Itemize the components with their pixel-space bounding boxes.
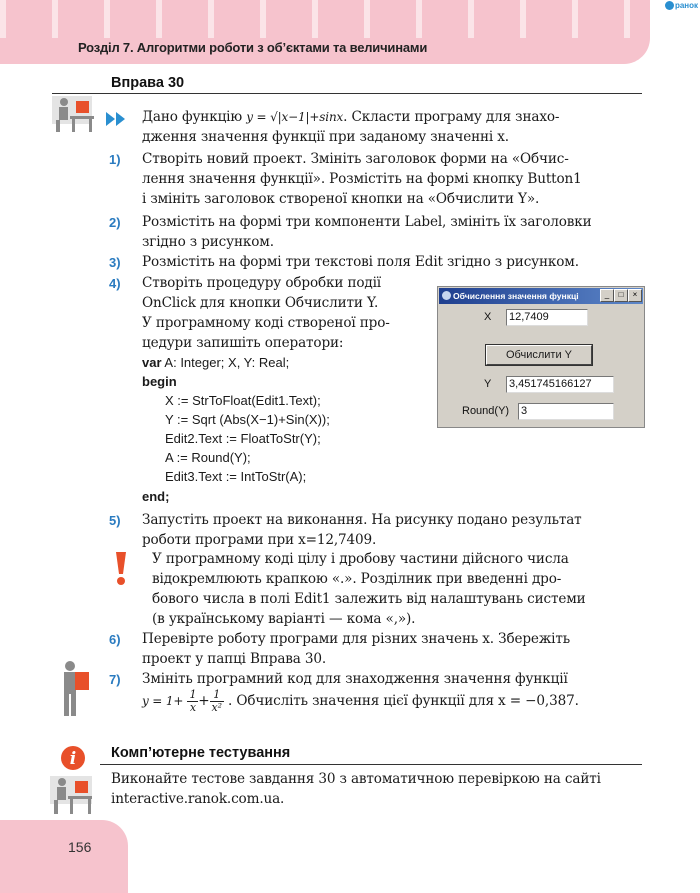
label-round: Round(Y) [462, 405, 510, 417]
form-window [437, 286, 645, 428]
code-line-4: Y := Sqrt (Abs(X−1)+Sin(X)); [165, 412, 330, 427]
person-with-book-icon [58, 660, 92, 722]
code-keyword-var: var [142, 355, 162, 370]
intro-text-a: Дано функцію [142, 109, 243, 125]
step-7-number: 7) [109, 672, 121, 687]
code-line-7: Edit3.Text := IntToStr(A); [165, 469, 307, 484]
maximize-icon[interactable]: □ [614, 289, 628, 302]
step-4-line-2: OnClick для кнопки Обчислити Y. [142, 295, 379, 311]
fraction-2-denominator: x² [211, 701, 222, 714]
step-7-formula-prefix: y = 1+ [142, 694, 184, 708]
testing-title: Комп’ютерне тестування [111, 745, 291, 761]
intro-line-2: дження значення функції при заданому значенні x. [142, 129, 509, 145]
calculate-y-button[interactable]: Обчислити Y [486, 345, 592, 365]
close-icon[interactable]: × [628, 289, 642, 302]
step-4-number: 4) [109, 276, 121, 291]
step-1-line-1: Створіть новий проект. Змініть заголовок форми на «Обчис- [142, 151, 569, 167]
step-7-formula-line: y = 1+ $\frac{1}{x}$ + $\frac{1}{\text{x²}}$ . Обчисліть значення цієї функції для x = −0,387. [142, 688, 579, 714]
step-1-line-2: лення значення функції». Розмістіть на формі кнопку Button1 [142, 171, 582, 187]
exclamation-icon [113, 552, 129, 590]
step-6-line-1: Перевірте роботу програми для різних значень x. Збережіть [142, 631, 571, 647]
step-7-tail: . Обчисліть значення цієї функції для x = −0,387. [228, 693, 579, 709]
form-title: Обчислення значення функці [453, 291, 579, 301]
exercise-intro [142, 107, 647, 127]
fraction-1-numerator: 1 [189, 688, 197, 701]
label-y: Y [484, 378, 492, 390]
step-1-line-3: і змініть заголовок створеної кнопки на «Обчислити Y». [142, 191, 540, 207]
note-line-3: бового числа в полі Edit1 залежить від налаштувань системи [152, 591, 586, 607]
fraction-1-over-x2 [210, 689, 224, 714]
double-arrow-icon [106, 111, 128, 130]
step-6-line-2: проект у папці Вправа 30. [142, 651, 327, 667]
step-5-number: 5) [109, 513, 121, 528]
code-line-begin: begin [142, 374, 177, 389]
svg-text:i: i [69, 749, 77, 769]
testing-line-2[interactable]: interactive.ranok.com.ua. [111, 791, 285, 807]
step-1-number: 1) [109, 152, 121, 167]
edit3-field[interactable]: 3 [518, 403, 614, 420]
info-computer-icon [50, 744, 98, 826]
code-line-end: end; [142, 489, 170, 504]
fraction-2-numerator: 1 [210, 689, 224, 702]
step-2-line-1: Розмістіть на формі три компоненти Label, змініть їх заголовки [142, 214, 592, 230]
code-line-6: A := Round(Y); [165, 450, 251, 465]
exercise-title: Вправа 30 [111, 75, 185, 91]
intro-text-b: . Скласти програму для знахо- [343, 109, 560, 125]
step-4-line-1: Створіть процедуру обробки події [142, 275, 381, 291]
fraction-1-over-x [187, 689, 198, 714]
form-app-icon [442, 291, 451, 300]
step-5-line-2: роботи програми при x=12,7409. [142, 532, 377, 548]
note-line-4: (в українському варіанті — кома «,»). [152, 611, 416, 627]
fraction-1-denominator: x [189, 701, 196, 714]
exercise-divider [52, 93, 642, 94]
edit2-field[interactable]: 3,451745166127 [506, 376, 614, 393]
step-7-line-1: Змініть програмний код для знаходження значення функції [142, 671, 568, 687]
code-line-3: X := StrToFloat(Edit1.Text); [165, 393, 321, 408]
minimize-icon[interactable]: _ [600, 289, 614, 302]
computer-desk-icon [52, 92, 98, 140]
brand-logo [665, 1, 698, 10]
edit1-field[interactable]: 12,7409 [506, 309, 588, 326]
header-stripes [0, 0, 650, 38]
brand-text: ранок [674, 1, 698, 10]
code-line-5: Edit2.Text := FloatToStr(Y); [165, 431, 321, 446]
step-3-number: 3) [109, 255, 121, 270]
note-line-2: відокремлюють крапкою «.». Розділник при введенні дро- [152, 571, 562, 587]
code-line-var [142, 353, 289, 372]
intro-formula: y = √|x−1|+sinx [246, 110, 344, 124]
step-6-number: 6) [109, 632, 121, 647]
chapter-title: Розділ 7. Алгоритми роботи з об’єктами та величинами [78, 40, 428, 55]
step-2-number: 2) [109, 215, 121, 230]
testing-divider [100, 764, 642, 765]
page-header [0, 0, 650, 64]
testing-line-1: Виконайте тестове завдання 30 з автоматичною перевіркою на сайті [111, 771, 601, 787]
brand-dot-icon [665, 1, 674, 10]
note-line-1: У програмному коді цілу і дробову частини дійсного числа [152, 551, 569, 567]
step-4-line-3: У програмному коді створеної про- [142, 315, 390, 331]
label-x: X [484, 311, 492, 323]
step-3-line-1: Розмістіть на формі три текстові поля Edit згідно з рисунком. [142, 254, 579, 270]
page-number: 156 [68, 839, 92, 855]
step-2-line-2: згідно з рисунком. [142, 234, 274, 250]
footer-band [0, 820, 128, 893]
step-4-line-4: цедури запишіть оператори: [142, 335, 344, 351]
code-text-var: A: Integer; X, Y: Real; [161, 355, 290, 370]
step-5-line-1: Запустіть проект на виконання. На рисунку подано результат [142, 512, 582, 528]
